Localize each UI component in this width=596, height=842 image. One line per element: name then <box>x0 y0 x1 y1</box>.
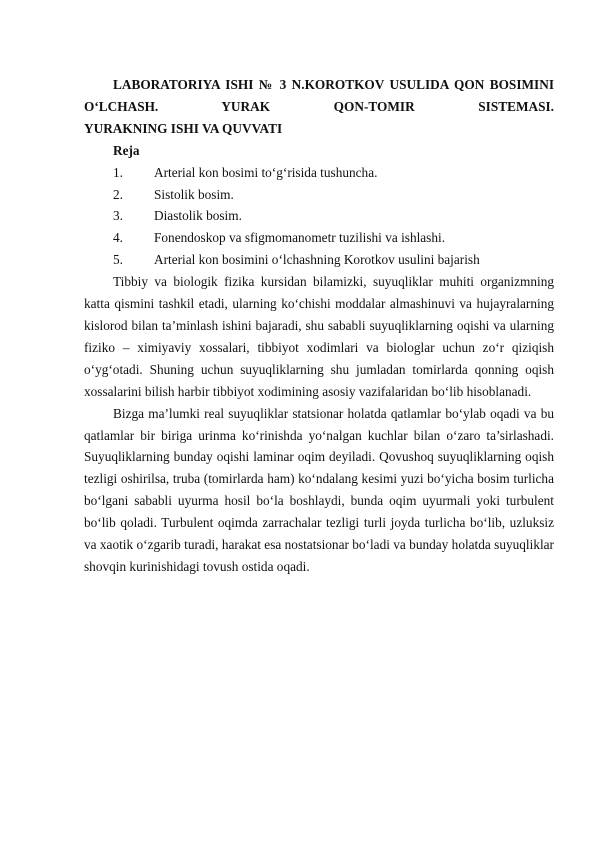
body-paragraph: Tibbiy va biologik fizika kursidan bilamizki, suyuqliklar muhiti organizmning katta qismini tashkil etadi, ularning ko‘chishi moddalar almashinuvi va hujayralarning kislorod bilan ta’minlash ishini bajaradi, shu sababli suyuqliklarning oqishi va ularning fiziko – ximiyaviy xossalari, tibbiyot xodimlari va biologlar uchun zo‘r qiziqish o‘yg‘otadi. Shuning uchun suyuqliklarning shu jumladan tomirlarda qonning oqish xossalarini bilish harbir tibbiyot xodimining asosiy vazifalaridan bo‘lib hisoblanadi. <box>84 274 554 399</box>
document-title-continued: YURAKNING ISHI VA QUVVATI <box>84 120 283 136</box>
plan-item-number: 5. <box>113 252 123 268</box>
plan-item-number: 3. <box>113 208 123 224</box>
plan-item <box>84 184 554 206</box>
plan-item-text: Fonendoskop va sfigmomanometr tuzilishi va ishlashi. <box>154 230 446 246</box>
document-page <box>84 74 554 578</box>
plan-item-number: 4. <box>113 230 123 246</box>
plan-item <box>84 249 554 271</box>
plan-item <box>84 162 554 184</box>
body-paragraph: Bizga ma’lumki real suyuqliklar statsionar holatda qatlamlar bo‘ylab oqadi va bu qatlamlar bir biriga urinma ko‘rinishda yo‘nalgan kuchlar bilan o‘zaro ta’sirlashadi. Suyuqliklarning bunday oqishi laminar oqim deyiladi. Qovushoq suyuqliklarning oqish tezligi oshirilsa, truba (tomirlarda ham) ko‘ndalang kesimi yuzi bo‘yicha bosim turlicha bo‘lgani sababli uyurma hosil bo‘la boshlaydi, bunda oqim uyurmali yoki turbulent bo‘lib qoladi. Turbulent oqimda zarrachalar tezligi turli joyda turlicha bo‘lib, uzluksiz va xaotik o‘zgarib turadi, harakat esa nostatsionar bo‘ladi va bunday holatda suyuqliklar shovqin kurinishidagi tovush ostida oqadi. <box>84 405 554 574</box>
plan-item-number: 1. <box>113 164 123 180</box>
plan-item-number: 2. <box>113 186 123 202</box>
plan-heading: Reja <box>113 142 140 158</box>
document-title: LABORATORIYA ISHI № 3 N.KOROTKOV USULIDA QON BOSIMINI O‘LCHASH. YURAK QON-TOMIR SISTEMASI. <box>84 77 554 114</box>
plan-list <box>84 162 554 272</box>
plan-item-text: Arterial kon bosimini o‘lchashning Korotkov usulini bajarish <box>154 252 480 268</box>
plan-item-text: Sistolik bosim. <box>154 186 234 202</box>
plan-item-text: Arterial kon bosimi to‘g‘risida tushuncha. <box>154 164 378 180</box>
plan-item-text: Diastolik bosim. <box>154 208 242 224</box>
plan-item <box>84 205 554 227</box>
plan-item <box>84 227 554 249</box>
